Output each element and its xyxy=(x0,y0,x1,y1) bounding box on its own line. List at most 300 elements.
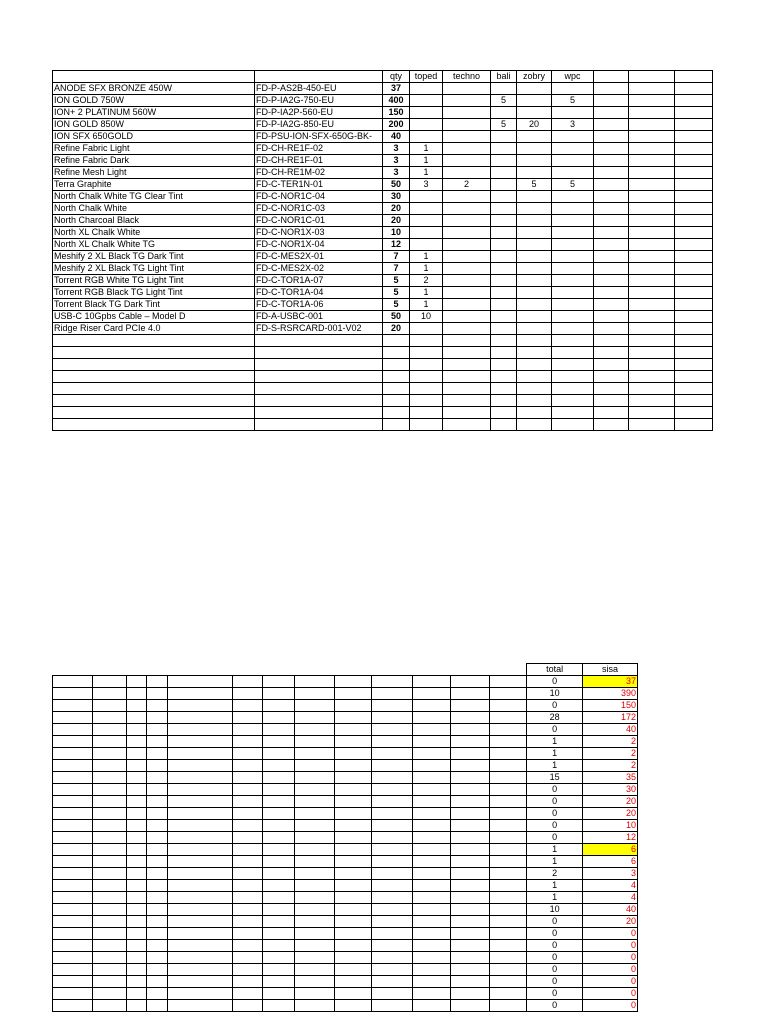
empty-cell xyxy=(127,940,146,952)
cell-techno xyxy=(443,275,491,287)
empty-cell xyxy=(334,1000,372,1012)
cell-sku: FD-C-NOR1C-01 xyxy=(255,215,383,227)
cell-qty: 7 xyxy=(383,263,410,275)
cell-sisa: 6 xyxy=(583,856,638,868)
empty-cell xyxy=(92,748,126,760)
empty-cell xyxy=(629,239,675,251)
empty-cell xyxy=(450,832,489,844)
empty-cell xyxy=(168,880,233,892)
empty-cell xyxy=(168,676,233,688)
empty-cell xyxy=(168,700,233,712)
cell-wpc xyxy=(552,287,594,299)
empty-cell xyxy=(413,676,451,688)
empty-cell xyxy=(413,1000,451,1012)
cell-zobry xyxy=(517,215,552,227)
cell-bali xyxy=(491,251,517,263)
empty-header-cell xyxy=(334,664,372,676)
empty-cell xyxy=(53,880,93,892)
empty-cell xyxy=(262,892,294,904)
empty-cell xyxy=(450,712,489,724)
empty-cell xyxy=(53,832,93,844)
empty-cell xyxy=(168,1000,233,1012)
empty-cell xyxy=(489,868,527,880)
empty-cell xyxy=(262,712,294,724)
cell-total: 1 xyxy=(527,736,583,748)
empty-cell xyxy=(489,736,527,748)
empty-cell xyxy=(383,347,410,359)
empty-cell xyxy=(629,203,675,215)
cell-qty: 50 xyxy=(383,179,410,191)
empty-cell xyxy=(372,880,413,892)
empty-cell xyxy=(629,107,675,119)
empty-cell xyxy=(232,940,262,952)
table-row xyxy=(53,155,713,167)
empty-cell xyxy=(450,700,489,712)
cell-toped xyxy=(410,215,443,227)
cell-qty: 20 xyxy=(383,203,410,215)
empty-cell xyxy=(92,712,126,724)
cell-sku: FD-P-IA2G-850-EU xyxy=(255,119,383,131)
empty-cell xyxy=(53,712,93,724)
cell-sisa: 6 xyxy=(583,844,638,856)
empty-cell xyxy=(232,712,262,724)
empty-cell xyxy=(255,335,383,347)
empty-cell xyxy=(294,964,334,976)
empty-cell xyxy=(262,856,294,868)
empty-cell xyxy=(450,676,489,688)
empty-cell xyxy=(168,760,233,772)
empty-cell xyxy=(675,323,713,335)
empty-cell xyxy=(146,964,168,976)
cell-sku: FD-C-NOR1C-04 xyxy=(255,191,383,203)
empty-cell xyxy=(146,832,168,844)
empty-cell xyxy=(489,676,527,688)
empty-cell xyxy=(53,904,93,916)
table-row xyxy=(53,287,713,299)
empty-cell xyxy=(262,760,294,772)
empty-cell xyxy=(232,784,262,796)
empty-cell xyxy=(92,820,126,832)
cell-sisa: 2 xyxy=(583,736,638,748)
summary-table xyxy=(52,663,638,1012)
empty-cell xyxy=(92,772,126,784)
empty-cell xyxy=(450,928,489,940)
empty-cell xyxy=(294,748,334,760)
empty-cell xyxy=(413,772,451,784)
empty-cell xyxy=(552,371,594,383)
table-row xyxy=(53,1000,638,1012)
empty-cell xyxy=(294,724,334,736)
empty-cell xyxy=(294,736,334,748)
empty-cell xyxy=(53,347,255,359)
inventory-table-body xyxy=(53,71,713,431)
empty-cell xyxy=(489,1000,527,1012)
empty-cell xyxy=(675,359,713,371)
empty-cell xyxy=(53,964,93,976)
empty-cell xyxy=(450,892,489,904)
empty-cell xyxy=(294,832,334,844)
empty-cell xyxy=(53,784,93,796)
cell-zobry xyxy=(517,287,552,299)
cell-techno xyxy=(443,299,491,311)
empty-cell xyxy=(334,868,372,880)
empty-header-cell xyxy=(127,664,146,676)
empty-cell xyxy=(168,832,233,844)
cell-sku: FD-A-USBC-001 xyxy=(255,311,383,323)
empty-cell xyxy=(92,844,126,856)
empty-cell xyxy=(127,880,146,892)
cell-name: North XL Chalk White xyxy=(53,227,255,239)
empty-cell xyxy=(372,976,413,988)
empty-cell xyxy=(594,143,629,155)
cell-total: 0 xyxy=(527,796,583,808)
cell-qty: 3 xyxy=(383,155,410,167)
cell-sku: FD-C-MES2X-01 xyxy=(255,251,383,263)
empty-row xyxy=(53,419,713,431)
empty-cell xyxy=(372,868,413,880)
empty-cell xyxy=(255,359,383,371)
cell-techno xyxy=(443,323,491,335)
empty-cell xyxy=(294,928,334,940)
empty-cell xyxy=(53,335,255,347)
empty-cell xyxy=(92,880,126,892)
cell-wpc xyxy=(552,143,594,155)
cell-bali xyxy=(491,179,517,191)
empty-cell xyxy=(517,347,552,359)
cell-total: 10 xyxy=(527,688,583,700)
header-cell: toped xyxy=(410,71,443,83)
cell-sku: FD-PSU-ION-SFX-650G-BK- xyxy=(255,131,383,143)
empty-cell xyxy=(450,736,489,748)
empty-cell xyxy=(450,796,489,808)
empty-cell xyxy=(372,796,413,808)
empty-cell xyxy=(255,407,383,419)
table-row xyxy=(53,119,713,131)
table-row xyxy=(53,299,713,311)
empty-cell xyxy=(146,676,168,688)
empty-cell xyxy=(489,796,527,808)
empty-cell xyxy=(168,988,233,1000)
empty-cell xyxy=(127,808,146,820)
cell-wpc: 3 xyxy=(552,119,594,131)
cell-wpc xyxy=(552,167,594,179)
empty-cell xyxy=(629,419,675,431)
cell-sisa: 0 xyxy=(583,976,638,988)
empty-cell xyxy=(92,856,126,868)
cell-bali xyxy=(491,299,517,311)
empty-cell xyxy=(53,952,93,964)
empty-cell xyxy=(168,688,233,700)
empty-cell xyxy=(334,688,372,700)
cell-toped: 10 xyxy=(410,311,443,323)
empty-cell xyxy=(127,736,146,748)
empty-cell xyxy=(127,688,146,700)
empty-cell xyxy=(413,952,451,964)
empty-cell xyxy=(262,976,294,988)
empty-cell xyxy=(262,964,294,976)
cell-sku: FD-C-TER1N-01 xyxy=(255,179,383,191)
empty-cell xyxy=(232,964,262,976)
empty-cell xyxy=(372,736,413,748)
cell-sisa: 12 xyxy=(583,832,638,844)
empty-cell xyxy=(413,832,451,844)
cell-name: ION SFX 650GOLD xyxy=(53,131,255,143)
cell-sisa: 0 xyxy=(583,988,638,1000)
cell-sku: FD-S-RSRCARD-001-V02 xyxy=(255,323,383,335)
empty-cell xyxy=(92,916,126,928)
empty-cell xyxy=(517,371,552,383)
empty-cell xyxy=(372,904,413,916)
cell-sisa: 20 xyxy=(583,916,638,928)
empty-cell xyxy=(146,880,168,892)
empty-cell xyxy=(92,796,126,808)
cell-bali xyxy=(491,131,517,143)
cell-wpc: 5 xyxy=(552,95,594,107)
cell-zobry xyxy=(517,131,552,143)
empty-cell xyxy=(594,359,629,371)
cell-techno xyxy=(443,251,491,263)
empty-cell xyxy=(629,83,675,95)
empty-cell xyxy=(92,688,126,700)
empty-cell xyxy=(262,844,294,856)
empty-cell xyxy=(294,760,334,772)
cell-sku: FD-C-MES2X-02 xyxy=(255,263,383,275)
empty-cell xyxy=(294,880,334,892)
empty-cell xyxy=(443,419,491,431)
cell-toped: 2 xyxy=(410,275,443,287)
empty-cell xyxy=(489,976,527,988)
empty-cell xyxy=(168,916,233,928)
empty-cell xyxy=(629,359,675,371)
cell-sisa: 0 xyxy=(583,964,638,976)
empty-cell xyxy=(489,880,527,892)
header-cell: wpc xyxy=(552,71,594,83)
empty-cell xyxy=(489,760,527,772)
empty-row xyxy=(53,347,713,359)
empty-cell xyxy=(262,820,294,832)
cell-wpc xyxy=(552,239,594,251)
cell-zobry xyxy=(517,167,552,179)
empty-cell xyxy=(168,808,233,820)
empty-cell xyxy=(629,395,675,407)
empty-cell xyxy=(146,928,168,940)
table-row xyxy=(53,712,638,724)
cell-toped: 3 xyxy=(410,179,443,191)
empty-cell xyxy=(372,964,413,976)
empty-cell xyxy=(232,952,262,964)
empty-cell xyxy=(675,239,713,251)
empty-cell xyxy=(294,796,334,808)
empty-cell xyxy=(489,916,527,928)
table-row xyxy=(53,227,713,239)
empty-cell xyxy=(53,676,93,688)
empty-cell xyxy=(168,904,233,916)
cell-total: 0 xyxy=(527,1000,583,1012)
empty-cell xyxy=(53,700,93,712)
cell-total: 1 xyxy=(527,844,583,856)
cell-total: 0 xyxy=(527,928,583,940)
cell-sku: FD-C-TOR1A-04 xyxy=(255,287,383,299)
cell-techno xyxy=(443,143,491,155)
cell-wpc xyxy=(552,83,594,95)
empty-cell xyxy=(53,928,93,940)
empty-cell xyxy=(92,976,126,988)
cell-techno xyxy=(443,203,491,215)
empty-cell xyxy=(372,808,413,820)
empty-cell xyxy=(294,940,334,952)
empty-cell xyxy=(262,952,294,964)
empty-cell xyxy=(450,688,489,700)
cell-bali: 5 xyxy=(491,119,517,131)
empty-cell xyxy=(127,988,146,1000)
cell-sku: FD-P-IA2P-560-EU xyxy=(255,107,383,119)
empty-cell xyxy=(629,131,675,143)
cell-sisa: 4 xyxy=(583,892,638,904)
empty-cell xyxy=(232,844,262,856)
cell-qty: 3 xyxy=(383,143,410,155)
cell-wpc xyxy=(552,215,594,227)
cell-qty: 50 xyxy=(383,311,410,323)
cell-sisa: 20 xyxy=(583,808,638,820)
empty-cell xyxy=(92,832,126,844)
cell-bali xyxy=(491,275,517,287)
cell-qty: 37 xyxy=(383,83,410,95)
empty-cell xyxy=(443,359,491,371)
table-row xyxy=(53,688,638,700)
empty-cell xyxy=(372,856,413,868)
cell-bali xyxy=(491,215,517,227)
empty-cell xyxy=(413,736,451,748)
empty-cell xyxy=(168,856,233,868)
empty-cell xyxy=(372,940,413,952)
empty-cell xyxy=(294,784,334,796)
cell-total: 0 xyxy=(527,724,583,736)
empty-cell xyxy=(334,676,372,688)
empty-cell xyxy=(53,940,93,952)
empty-cell xyxy=(450,940,489,952)
cell-name: Torrent RGB White TG Light Tint xyxy=(53,275,255,287)
empty-cell xyxy=(489,700,527,712)
empty-cell xyxy=(294,892,334,904)
empty-cell xyxy=(53,407,255,419)
empty-cell xyxy=(168,748,233,760)
empty-cell xyxy=(294,976,334,988)
empty-cell xyxy=(127,952,146,964)
empty-cell xyxy=(255,347,383,359)
empty-cell xyxy=(629,275,675,287)
empty-cell xyxy=(489,772,527,784)
cell-sisa: 3 xyxy=(583,868,638,880)
empty-cell xyxy=(294,772,334,784)
table-row xyxy=(53,988,638,1000)
cell-sisa: 0 xyxy=(583,940,638,952)
empty-cell xyxy=(489,688,527,700)
cell-sku: FD-CH-RE1M-02 xyxy=(255,167,383,179)
empty-cell xyxy=(675,203,713,215)
empty-cell xyxy=(232,724,262,736)
empty-cell xyxy=(53,760,93,772)
empty-cell xyxy=(413,700,451,712)
empty-cell xyxy=(334,832,372,844)
empty-cell xyxy=(146,808,168,820)
empty-cell xyxy=(450,724,489,736)
empty-cell xyxy=(450,856,489,868)
cell-sku: FD-C-NOR1X-04 xyxy=(255,239,383,251)
empty-cell xyxy=(383,335,410,347)
empty-cell xyxy=(383,419,410,431)
summary-table-body xyxy=(53,664,638,1012)
table-row xyxy=(53,95,713,107)
empty-cell xyxy=(53,724,93,736)
empty-cell xyxy=(413,712,451,724)
table-row xyxy=(53,107,713,119)
cell-zobry xyxy=(517,155,552,167)
table-row xyxy=(53,880,638,892)
cell-bali xyxy=(491,191,517,203)
table-row xyxy=(53,928,638,940)
empty-cell xyxy=(168,892,233,904)
table-row xyxy=(53,892,638,904)
cell-sku: FD-C-TOR1A-07 xyxy=(255,275,383,287)
empty-cell xyxy=(675,383,713,395)
cell-sisa: 2 xyxy=(583,760,638,772)
cell-qty: 12 xyxy=(383,239,410,251)
cell-zobry xyxy=(517,323,552,335)
header-cell xyxy=(594,71,629,83)
cell-wpc xyxy=(552,299,594,311)
empty-cell xyxy=(168,736,233,748)
cell-zobry xyxy=(517,143,552,155)
cell-sku: FD-C-NOR1C-03 xyxy=(255,203,383,215)
empty-cell xyxy=(232,988,262,1000)
empty-cell xyxy=(489,724,527,736)
empty-cell xyxy=(552,335,594,347)
empty-cell xyxy=(255,371,383,383)
empty-cell xyxy=(92,760,126,772)
cell-bali xyxy=(491,239,517,251)
cell-techno xyxy=(443,131,491,143)
empty-cell xyxy=(53,868,93,880)
empty-cell xyxy=(594,227,629,239)
empty-cell xyxy=(491,383,517,395)
cell-zobry xyxy=(517,83,552,95)
cell-name: ANODE SFX BRONZE 450W xyxy=(53,83,255,95)
empty-cell xyxy=(262,736,294,748)
empty-cell xyxy=(372,952,413,964)
empty-cell xyxy=(372,988,413,1000)
cell-wpc xyxy=(552,107,594,119)
cell-sisa: 4 xyxy=(583,880,638,892)
empty-cell xyxy=(675,275,713,287)
empty-cell xyxy=(232,928,262,940)
empty-cell xyxy=(594,287,629,299)
table-row xyxy=(53,215,713,227)
table-row xyxy=(53,916,638,928)
empty-cell xyxy=(146,1000,168,1012)
empty-cell xyxy=(675,131,713,143)
empty-cell xyxy=(232,976,262,988)
header-cell xyxy=(53,71,255,83)
empty-cell xyxy=(294,868,334,880)
cell-zobry xyxy=(517,107,552,119)
empty-cell xyxy=(146,952,168,964)
header-cell: bali xyxy=(491,71,517,83)
cell-sisa: 150 xyxy=(583,700,638,712)
cell-bali xyxy=(491,287,517,299)
empty-cell xyxy=(675,419,713,431)
table-row xyxy=(53,844,638,856)
cell-techno xyxy=(443,95,491,107)
